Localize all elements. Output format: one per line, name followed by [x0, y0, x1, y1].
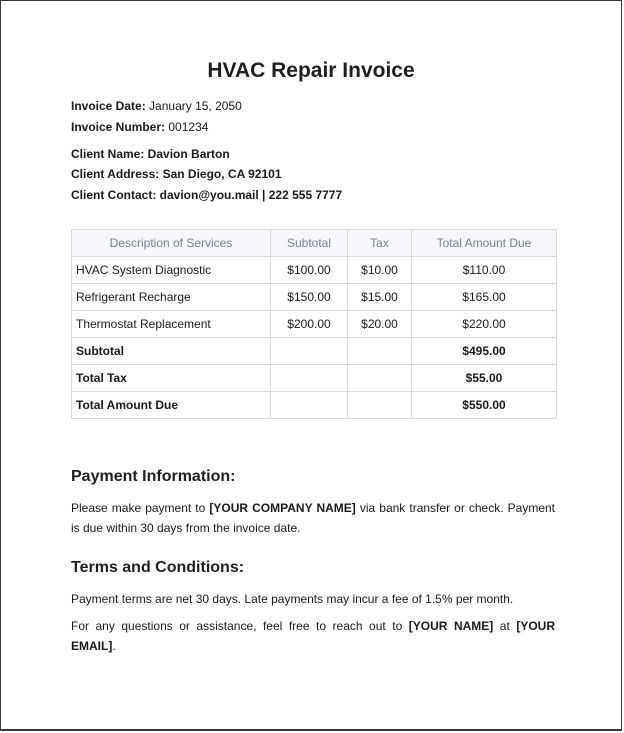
header-tax: Tax	[348, 230, 412, 257]
summary-row-total	[72, 392, 557, 419]
summary-value: $550.00	[412, 392, 557, 419]
summary-row-tax	[72, 365, 557, 392]
your-email-placeholder: [YOUR EMAIL]	[71, 619, 555, 653]
summary-value: $55.00	[412, 365, 557, 392]
terms-line-1: Payment terms are net 30 days. Late payments may incur a fee of 1.5% per month.	[71, 592, 514, 606]
terms-text-before: For any questions or assistance, feel free to reach out to	[71, 619, 409, 633]
table-row	[72, 257, 557, 284]
service-description: Thermostat Replacement	[72, 311, 271, 338]
terms-line-2	[71, 616, 555, 656]
invoice-date	[71, 98, 242, 114]
service-tax: $15.00	[348, 284, 412, 311]
services-table	[71, 229, 557, 419]
service-total: $220.00	[412, 311, 557, 338]
empty-cell	[271, 392, 348, 419]
table-header-row	[72, 230, 557, 257]
payment-paragraph	[71, 498, 555, 538]
table-row	[72, 311, 557, 338]
empty-cell	[348, 392, 412, 419]
service-description: Refrigerant Recharge	[72, 284, 271, 311]
terms-text-middle: at	[493, 619, 517, 633]
summary-label: Total Amount Due	[72, 392, 271, 419]
empty-cell	[348, 338, 412, 365]
client-name: Client Name: Davion Barton	[71, 147, 230, 161]
service-subtotal: $200.00	[271, 311, 348, 338]
invoice-date-label: Invoice Date:	[71, 99, 146, 113]
terms-text-after: .	[112, 639, 116, 653]
service-tax: $10.00	[348, 257, 412, 284]
service-total: $110.00	[412, 257, 557, 284]
invoice-number	[71, 119, 208, 135]
summary-value: $495.00	[412, 338, 557, 365]
invoice-title: HVAC Repair Invoice	[207, 59, 415, 82]
service-total: $165.00	[412, 284, 557, 311]
header-subtotal: Subtotal	[271, 230, 348, 257]
summary-row-subtotal	[72, 338, 557, 365]
header-description: Description of Services	[72, 230, 271, 257]
service-subtotal: $100.00	[271, 257, 348, 284]
invoice-number-label: Invoice Number:	[71, 120, 166, 134]
header-total: Total Amount Due	[412, 230, 557, 257]
summary-label: Subtotal	[72, 338, 271, 365]
invoice-number-value: 001234	[168, 120, 209, 134]
table-row	[72, 284, 557, 311]
terms-heading: Terms and Conditions:	[71, 559, 245, 576]
company-name-placeholder: [YOUR COMPANY NAME]	[209, 501, 356, 515]
empty-cell	[348, 365, 412, 392]
payment-text-before: Please make payment to	[71, 501, 210, 515]
summary-label: Total Tax	[72, 365, 271, 392]
client-contact: Client Contact: davion@you.mail | 222 555 7777	[71, 188, 343, 202]
payment-heading: Payment Information:	[71, 468, 236, 485]
invoice-date-value: January 15, 2050	[149, 99, 242, 113]
empty-cell	[271, 365, 348, 392]
payment-text-after: via bank transfer or check. Payment is due within 30 days from the invoice date.	[71, 501, 556, 535]
your-name-placeholder: [YOUR NAME]	[408, 619, 494, 633]
service-description: HVAC System Diagnostic	[72, 257, 271, 284]
client-address: Client Address: San Diego, CA 92101	[71, 167, 282, 181]
service-tax: $20.00	[348, 311, 412, 338]
service-subtotal: $150.00	[271, 284, 348, 311]
empty-cell	[271, 338, 348, 365]
